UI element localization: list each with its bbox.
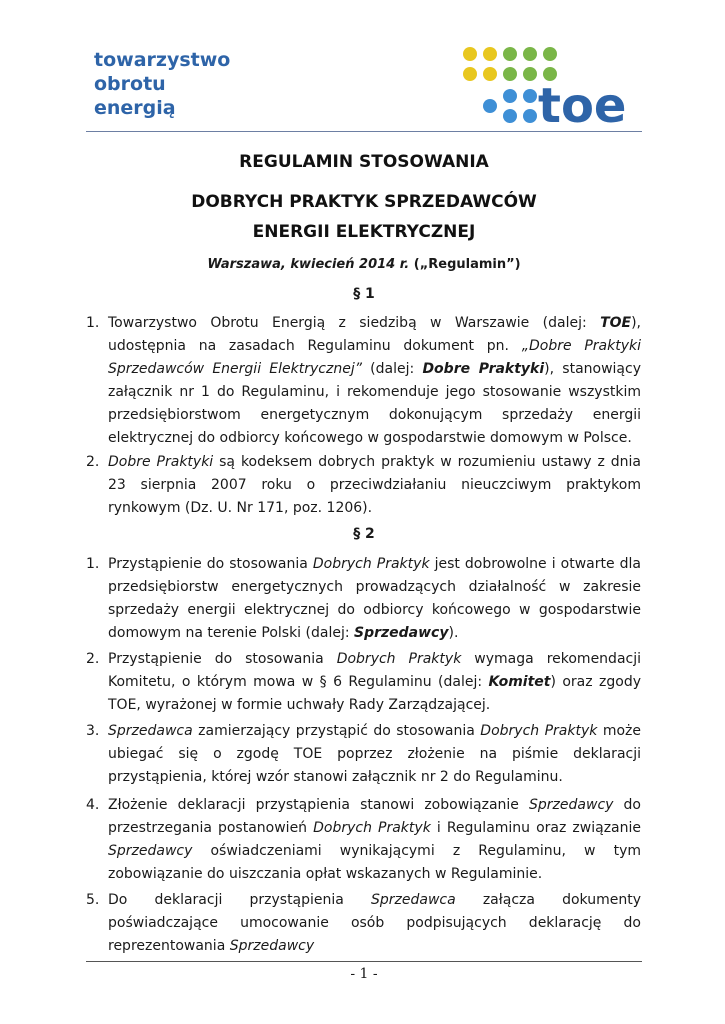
brand-line-3: energią bbox=[94, 97, 176, 119]
text-segment: TOE bbox=[600, 315, 632, 331]
text-segment: „Dobre Praktyki Sprzedawców Energii Elektrycznej” bbox=[108, 338, 641, 377]
text-segment: jest dobrowolne i otwarte dla przedsiębiorstw energetycznych prowadzących działalność w zakresie sprzedaży energii elektrycznej do odbiorcy końcowego w gospodarstwie domowym na terenie Polski (dalej: bbox=[108, 556, 641, 641]
item-number: 2. bbox=[86, 651, 100, 667]
text-segment: Dobre Praktyki bbox=[108, 454, 214, 470]
item-text bbox=[108, 451, 641, 520]
text-segment: Dobrych Praktyk bbox=[312, 556, 430, 572]
text-segment: Do deklaracji przystąpienia bbox=[108, 892, 372, 908]
text-segment: może ubiegać się o zgodę TOE poprzez złożenie na piśmie deklaracji przystąpienia, której wzór stanowi załącznik nr 2 do Regulaminu. bbox=[108, 723, 641, 785]
text-segment: i Regulaminu oraz związanie bbox=[430, 820, 641, 836]
logo-dot bbox=[483, 67, 497, 81]
logo-dot bbox=[523, 47, 537, 61]
document-subtitle bbox=[86, 257, 642, 272]
logo-dot bbox=[543, 47, 557, 61]
page-number: - 1 - bbox=[350, 966, 378, 982]
text-segment: Dobrych Praktyk bbox=[480, 723, 598, 739]
item-number: 3. bbox=[86, 723, 100, 739]
text-segment: Komitet bbox=[488, 674, 551, 690]
logo-dot bbox=[503, 67, 517, 81]
text-segment: wymaga rekomendacji Komitetu, o którym mowa w § 6 Regulaminu (dalej: bbox=[108, 651, 642, 690]
logo-dot bbox=[523, 109, 537, 123]
text-segment: oświadczeniami wynikającymi z Regulaminu, w tym zobowiązanie do uiszczania opłat wskazanych w Regulaminie. bbox=[108, 843, 641, 882]
logo-dot bbox=[523, 67, 537, 81]
text-segment: Sprzedawcy bbox=[529, 797, 614, 813]
text-segment: Przystąpienie do stosowania bbox=[108, 651, 337, 667]
item-text bbox=[108, 648, 641, 717]
logo-dot bbox=[523, 89, 537, 103]
item-text bbox=[108, 720, 641, 789]
toe-logo bbox=[458, 46, 638, 128]
toe-logo-text: toe bbox=[538, 78, 627, 128]
item-text bbox=[108, 794, 641, 886]
place-date: Warszawa, kwiecień 2014 r. bbox=[207, 257, 410, 272]
text-segment: zamierzający przystąpić do stosowania bbox=[192, 723, 481, 739]
item-number: 2. bbox=[86, 454, 100, 470]
logo-dot bbox=[503, 89, 517, 103]
page-header bbox=[86, 46, 642, 130]
text-segment: Sprzedawcy bbox=[108, 843, 193, 859]
item-number: 1. bbox=[86, 556, 100, 572]
text-segment: załącza dokumenty poświadczające umocowanie osób podpisujących deklarację do reprezentowania bbox=[108, 892, 641, 954]
text-segment: (dalej: bbox=[361, 361, 423, 377]
text-segment: Sprzedawcy bbox=[229, 938, 315, 954]
logo-dot bbox=[503, 109, 517, 123]
short-name: („Regulamin”) bbox=[409, 257, 521, 272]
text-segment: Sprzedawcy bbox=[354, 625, 449, 641]
brand-line-2: obrotu bbox=[94, 73, 166, 95]
logo-dot bbox=[503, 47, 517, 61]
text-segment: Sprzedawca bbox=[108, 723, 193, 739]
section-mark-2: § 2 bbox=[353, 526, 375, 542]
item-text bbox=[108, 553, 641, 645]
text-segment: Złożenie deklaracji przystąpienia stanowi zobowiązanie bbox=[108, 797, 530, 813]
text-segment: Towarzystwo Obrotu Energią z siedzibą w Warszawie (dalej: bbox=[108, 315, 601, 331]
text-segment: Sprzedawca bbox=[371, 892, 456, 908]
brand-name bbox=[94, 48, 230, 120]
document-title-line-1: REGULAMIN STOSOWANIA bbox=[239, 152, 489, 172]
logo-dot bbox=[483, 99, 497, 113]
document-title-line-3: ENERGII ELEKTRYCZNEJ bbox=[252, 222, 476, 242]
text-segment: Dobre Praktyki bbox=[422, 361, 545, 377]
footer-divider bbox=[86, 961, 642, 962]
document-title-line-2: DOBRYCH PRAKTYK SPRZEDAWCÓW bbox=[191, 192, 537, 212]
item-text bbox=[108, 889, 641, 958]
text-segment: Przystąpienie do stosowania bbox=[108, 556, 313, 572]
item-text bbox=[108, 312, 641, 450]
text-segment: są kodeksem dobrych praktyk w rozumieniu ustawy z dnia 23 sierpnia 2007 roku o przeciwdziałaniu nieuczciwym praktykom rynkowym (Dz. U. Nr 171, poz. 1206). bbox=[108, 454, 641, 516]
text-segment: Dobrych Praktyk bbox=[313, 820, 431, 836]
logo-dot bbox=[483, 47, 497, 61]
text-segment: Dobrych Praktyk bbox=[336, 651, 462, 667]
header-divider bbox=[86, 131, 642, 132]
item-number: 4. bbox=[86, 797, 100, 813]
item-number: 1. bbox=[86, 315, 100, 331]
logo-dot bbox=[463, 67, 477, 81]
logo-dot bbox=[463, 47, 477, 61]
text-segment: ), udostępnia na zasadach Regulaminu dokument pn. bbox=[108, 315, 641, 354]
section-mark-1: § 1 bbox=[353, 286, 375, 302]
item-number: 5. bbox=[86, 892, 100, 908]
brand-line-1: towarzystwo bbox=[94, 49, 231, 71]
text-segment: do przestrzegania postanowień bbox=[108, 797, 641, 836]
text-segment: ), stanowiący załącznik nr 1 do Regulaminu, i rekomenduje jego stosowanie wszystkim przedsiębiorstwom energetycznym dokonującym sprzedaży energii elektrycznej do odbiorcy końcowego w gospodarstwie domowym w Polsce. bbox=[108, 361, 641, 446]
text-segment: ). bbox=[448, 625, 459, 641]
text-segment: ) oraz zgody TOE, wyrażonej w formie uchwały Rady Zarządzającej. bbox=[108, 674, 641, 713]
